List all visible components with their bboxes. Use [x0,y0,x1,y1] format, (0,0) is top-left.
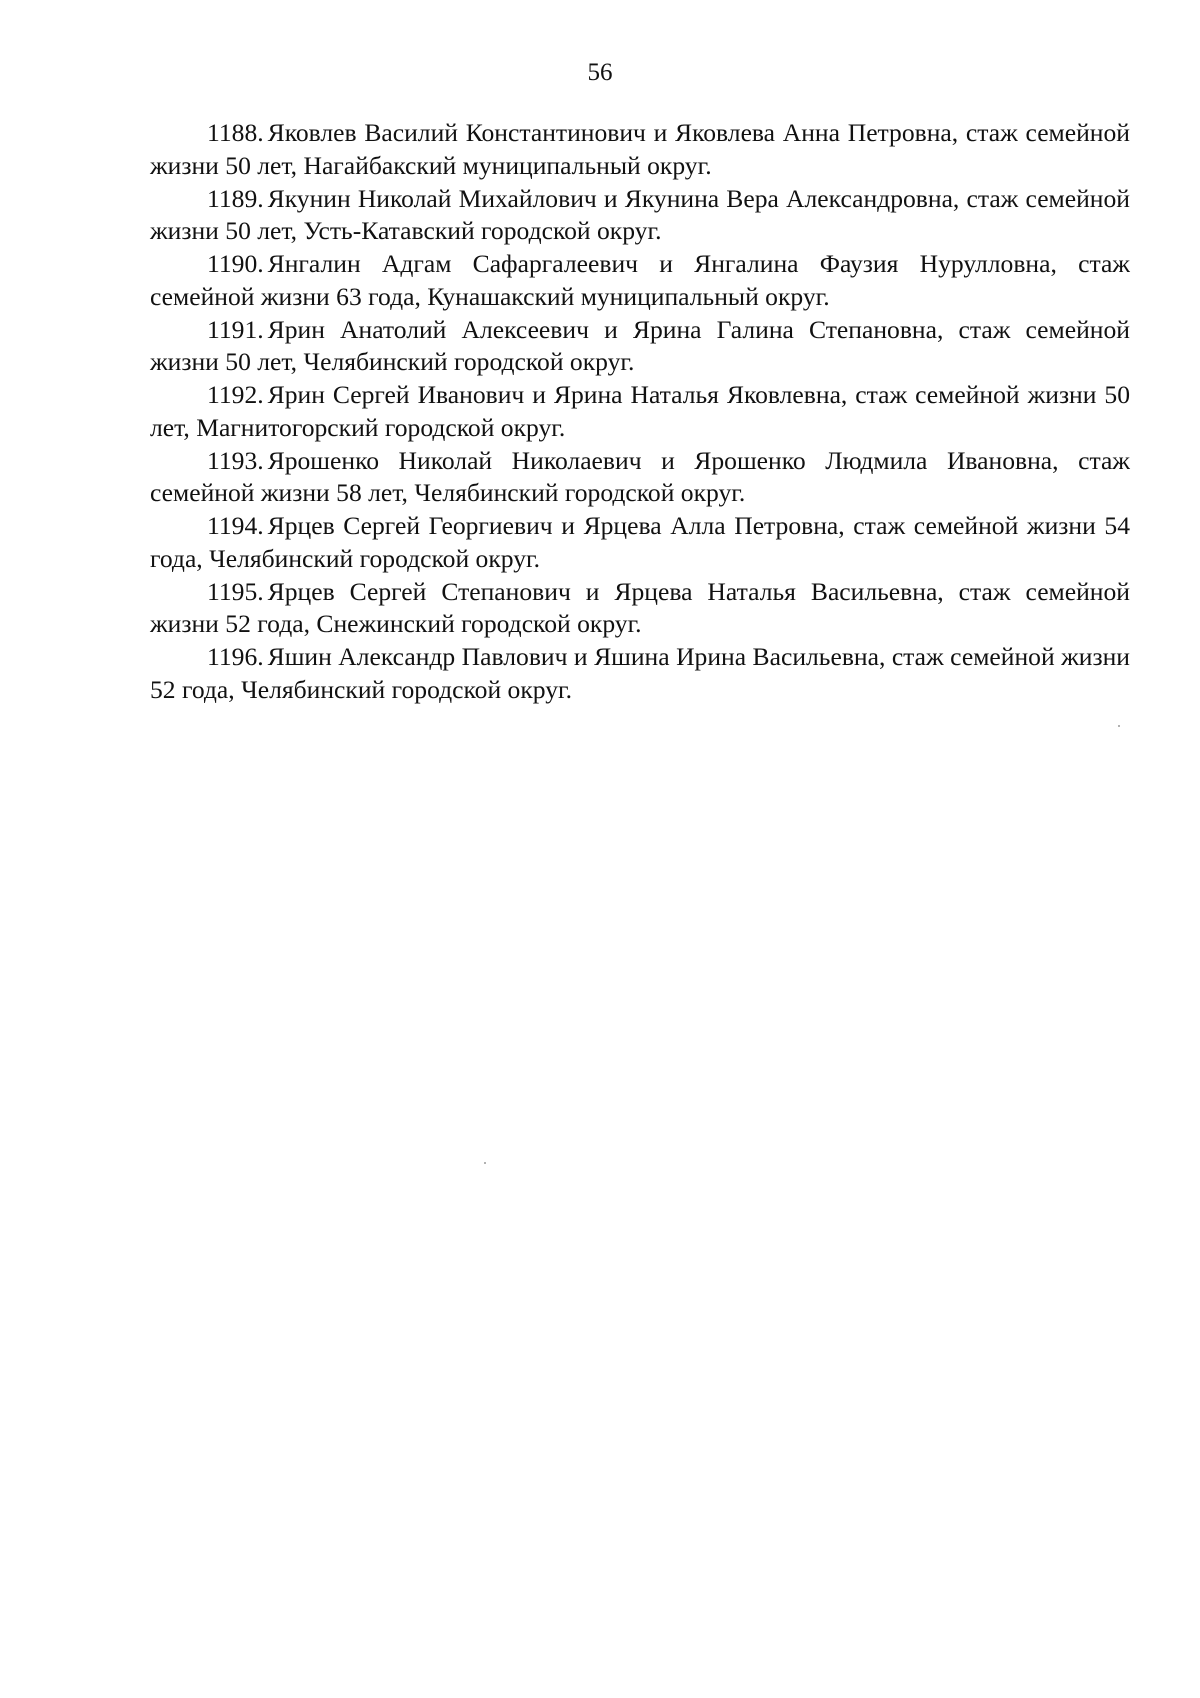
entry-text: Ярошенко Николай Николаевич и Ярошенко Людмила Ивановна, стаж семейной жизни 58 лет, Челябинский городской округ. [150,445,1130,507]
entry-number: 1190. [207,249,264,278]
entry-number: 1189. [207,183,264,213]
entry-number: 1191. [207,314,264,344]
list-item [150,445,1130,510]
entries-list [150,117,1130,707]
entry-number: 1188. [207,118,264,147]
entry-text: Янгалин Адгам Сафаргалеевич и Янгалина Фаузия Нурулловна, стаж семейной жизни 63 года, Кунашакский муниципальный округ. [150,249,1130,311]
list-item [150,576,1130,641]
list-item [150,641,1130,706]
scan-speck [484,1162,486,1164]
entry-number: 1195. [207,576,264,606]
entry-text: Ярин Сергей Иванович и Ярина Наталья Яковлевна, стаж семейной жизни 50 лет, Магнитогорский городской округ. [150,380,1130,442]
entry-number: 1196. [207,642,264,671]
entry-number: 1192. [207,380,264,409]
list-item [150,510,1130,575]
list-item [150,183,1130,248]
list-item [150,117,1130,182]
entry-text: Ярин Анатолий Алексеевич и Ярина Галина Степановна, стаж семейной жизни 50 лет, Челябинский городской округ. [150,314,1130,376]
entry-text: Яковлев Василий Константинович и Яковлева Анна Петровна, стаж семейной жизни 50 лет, Нагайбакский муниципальный округ. [150,118,1130,180]
entry-number: 1194. [207,511,264,540]
scan-speck [1118,725,1120,727]
entry-text: Ярцев Сергей Степанович и Ярцева Наталья Васильевна, стаж семейной жизни 52 года, Снежинский городской округ. [150,576,1130,638]
page-number: 56 [587,59,613,86]
list-item [150,314,1130,379]
entry-text: Яшин Александр Павлович и Яшина Ирина Васильевна, стаж семейной жизни 52 года, Челябинский городской округ. [150,642,1130,704]
entry-text: Якунин Николай Михайлович и Якунина Вера Александровна, стаж семейной жизни 50 лет, Усть-Катавский городской округ. [150,183,1130,245]
entry-text: Ярцев Сергей Георгиевич и Ярцева Алла Петровна, стаж семейной жизни 54 года, Челябинский городской округ. [150,511,1130,573]
list-item [150,379,1130,444]
entry-number: 1193. [207,445,264,475]
list-item [150,248,1130,313]
